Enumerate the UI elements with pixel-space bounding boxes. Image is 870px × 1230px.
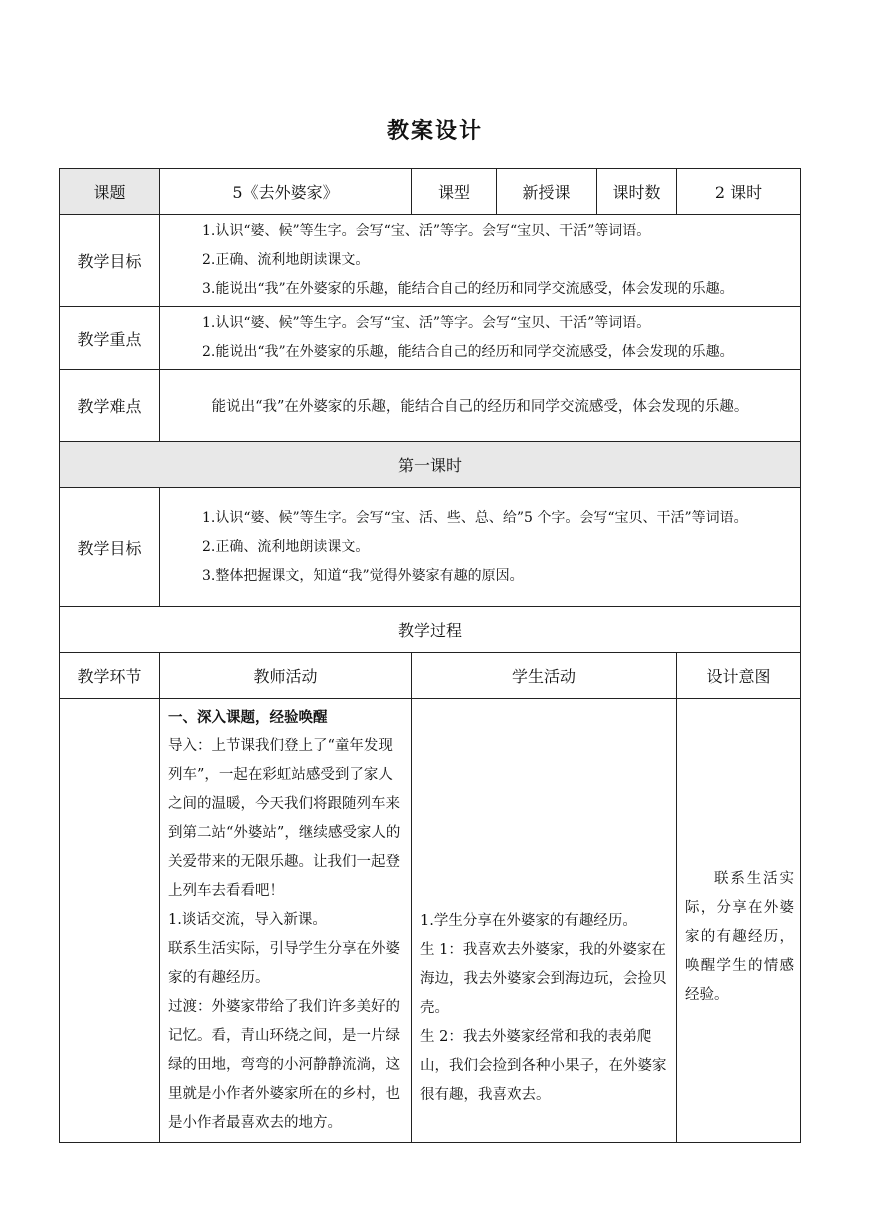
student-activity [412, 699, 677, 1143]
difficulties-row [60, 370, 801, 442]
teacher-guide: 联系生活实际，引导学生分享在外婆家的有趣经历。 [168, 941, 400, 986]
page-title: 教案设计 [386, 118, 483, 144]
difficulties-content: 能说出“我”在外婆家的乐趣，能结合自己的经历和同学交流感受，体会发现的乐趣。 [160, 370, 801, 442]
teacher-step: 1.谈话交流，导入新课。 [168, 912, 327, 928]
goals-content [160, 215, 801, 307]
type-value: 新授课 [497, 169, 597, 215]
process-stage-cell [60, 699, 160, 1143]
key-points-line: 1.认识“婆、候”等生字。会写“宝、活”等字。会写“宝贝、干活”等词语。 [202, 315, 651, 331]
process-header-row [60, 653, 801, 699]
first-goals-label: 教学目标 [60, 488, 160, 607]
goals-line: 1.认识“婆、候”等生字。会写“宝、活”等字。会写“宝贝、干活”等词语。 [202, 223, 651, 239]
goals-row [60, 215, 801, 307]
design-intent-text: 联系生活实际，分享在外婆家的有趣经历，唤醒学生的情感经验。 [685, 871, 794, 1003]
header-row [60, 169, 801, 215]
teacher-heading: 一、深入课题，经验唤醒 [168, 709, 328, 726]
hours-value: 2 课时 [677, 169, 801, 215]
teacher-intro: 导入：上节课我们登上了“童年发现列车”，一起在彩虹站感受到了家人之间的温暖，今天我们将跟随列车来到第二站“外婆站”，继续感受家人的关爱带来的无限乐趣。让我们一起登上列车去看看吧！ [168, 738, 401, 899]
process-title: 教学过程 [60, 607, 801, 653]
goals-line: 2.正确、流利地朗读课文。 [202, 252, 370, 268]
topic-value: 5《去外婆家》 [160, 169, 412, 215]
process-header-intent: 设计意图 [677, 653, 801, 699]
first-goals-line: 1.认识“婆、候”等生字。会写“宝、活、些、总、给”5 个字。会写“宝贝、干活”等词语。 [202, 509, 748, 526]
process-header-student: 学生活动 [412, 653, 677, 699]
goals-label: 教学目标 [60, 215, 160, 307]
design-intent [677, 699, 801, 1143]
teacher-transition: 过渡：外婆家带给了我们许多美好的记忆。看，青山环绕之间，是一片绿绿的田地，弯弯的小河静静流淌，这里就是小作者外婆家所在的乡村，也是小作者最喜欢去的地方。 [168, 999, 400, 1131]
first-goals-line: 3.整体把握课文，知道“我”觉得外婆家有趣的原因。 [202, 567, 524, 584]
lesson-plan-table [59, 168, 801, 1143]
first-goals-content [160, 488, 801, 607]
key-points-label: 教学重点 [60, 307, 160, 370]
key-points-content [160, 307, 801, 370]
first-lesson-title: 第一课时 [60, 442, 801, 488]
difficulties-label: 教学难点 [60, 370, 160, 442]
key-points-row [60, 307, 801, 370]
hours-label: 课时数 [597, 169, 677, 215]
type-label: 课型 [412, 169, 497, 215]
topic-label: 课题 [60, 169, 160, 215]
process-title-row [60, 607, 801, 653]
goals-line: 3.能说出“我”在外婆家的乐趣，能结合自己的经历和同学交流感受，体会发现的乐趣。 [202, 281, 734, 297]
student-line: 生 1：我喜欢去外婆家，我的外婆家在海边，我去外婆家会到海边玩，会捡贝壳。 [420, 942, 667, 1016]
process-header-stage: 教学环节 [60, 653, 160, 699]
student-line: 1.学生分享在外婆家的有趣经历。 [420, 913, 637, 929]
student-line: 生 2：我去外婆家经常和我的表弟爬山，我们会捡到各种小果子，在外婆家很有趣，我喜欢去。 [420, 1029, 667, 1103]
first-lesson-row [60, 442, 801, 488]
teacher-activity [160, 699, 412, 1143]
first-goals-line: 2.正确、流利地朗读课文。 [202, 538, 370, 555]
first-goals-row [60, 488, 801, 607]
key-points-line: 2.能说出“我”在外婆家的乐趣，能结合自己的经历和同学交流感受，体会发现的乐趣。 [202, 344, 734, 360]
process-row [60, 699, 801, 1143]
process-header-teacher: 教师活动 [160, 653, 412, 699]
